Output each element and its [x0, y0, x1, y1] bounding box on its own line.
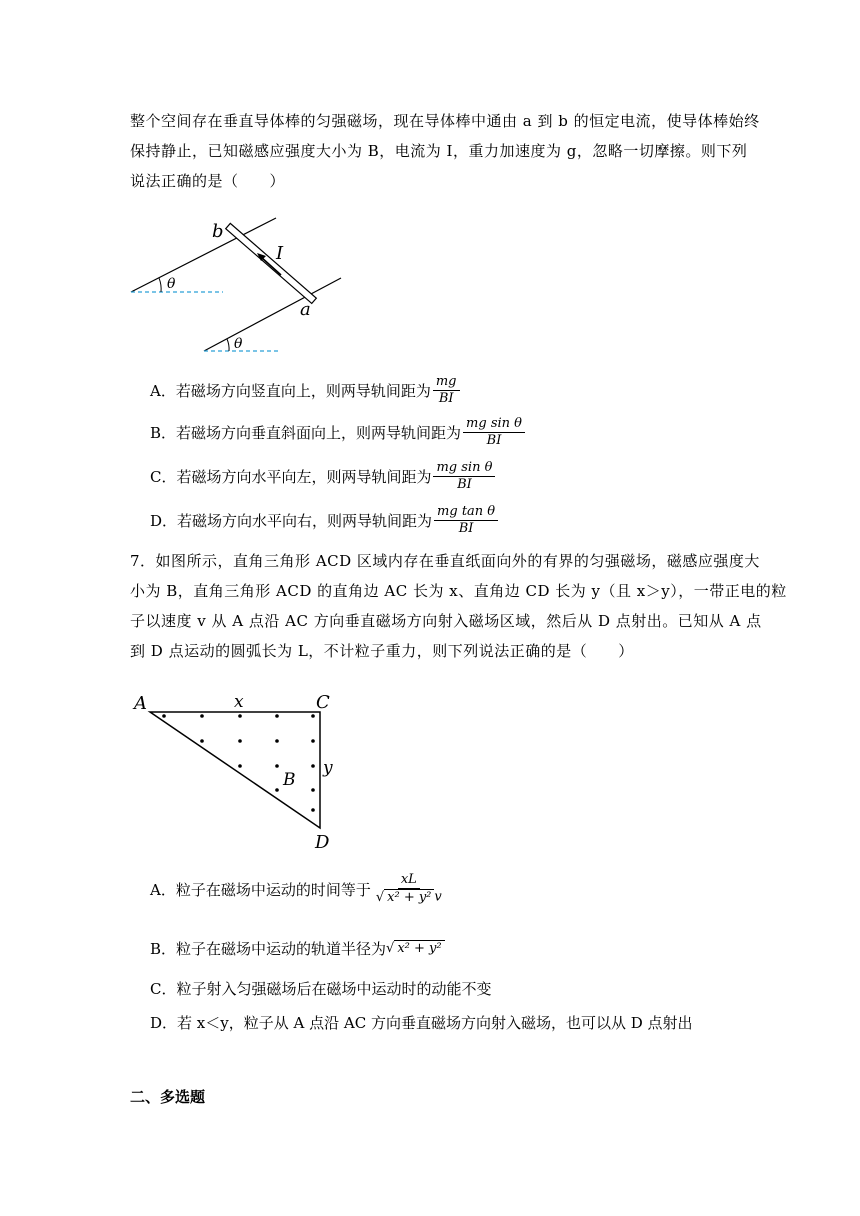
conductor-rod [226, 223, 317, 303]
q7-option-c [150, 978, 491, 999]
label-theta-upper: θ [167, 276, 176, 292]
fraction-numerator: mg sin θ [433, 460, 495, 477]
q6-rail-figure [128, 212, 358, 362]
label-D: D [315, 832, 330, 853]
q7-line-2: 小为 B，直角三角形 ACD 的直角边 AC 长为 x、直角边 CD 长为 y（且 x＞y），一带正电的粒 [130, 582, 787, 600]
section-title: 二、多选题 [130, 1088, 206, 1106]
question-6-stem [130, 106, 760, 196]
q6-option-c-fraction [433, 460, 495, 493]
denominator-tail: v [434, 889, 442, 905]
q7-line-3: 子以速度 v 从 A 点沿 AC 方向垂直磁场方向射入磁场区域，然后从 D 点射出。已知从 A 点 [130, 612, 762, 630]
q7-line-4: 到 D 点运动的圆弧长为 L，不计粒子重力，则下列说法正确的是（ ） [130, 642, 634, 660]
q7-option-a-fraction [373, 872, 445, 906]
q7-option-d-text: D．若 x＜y，粒子从 A 点沿 AC 方向垂直磁场方向射入磁场，也可以从 D 点射出 [150, 1014, 693, 1032]
radicand: x² + y² [394, 940, 444, 957]
fraction-denominator: BI [438, 391, 454, 406]
fraction-denominator: BI [457, 477, 472, 492]
q6-option-c [150, 460, 495, 493]
radical-sign: √ [375, 889, 385, 905]
label-B: B [283, 770, 296, 790]
q7-option-a [150, 872, 445, 906]
q7-option-b [150, 938, 445, 959]
fraction-denominator [373, 889, 445, 906]
radical-sign: √ [386, 941, 395, 956]
label-x: x [234, 692, 244, 712]
q7-option-d [150, 1012, 693, 1033]
q6-option-a-text: A．若磁场方向竖直向上，则两导轨间距为 [150, 382, 431, 400]
radicand: x² + y² [384, 889, 434, 906]
fraction-denominator: BI [458, 521, 474, 536]
upper-rail [131, 218, 276, 292]
q7-triangle-figure [130, 688, 350, 858]
theta-arc-upper [159, 278, 161, 292]
magnetic-field-dots [162, 714, 315, 812]
q7-option-b-text: B．粒子在磁场中运动的轨道半径为 [150, 940, 387, 958]
q6-option-d-text: D．若磁场方向水平向右，则两导轨间距为 [150, 512, 433, 530]
fraction-denominator: BI [486, 433, 502, 448]
q7-line-1: 7．如图所示，直角三角形 ACD 区域内存在垂直纸面向外的有界的匀强磁场，磁感应强度大 [130, 552, 760, 570]
label-theta-lower: θ [234, 336, 243, 352]
label-C: C [316, 692, 330, 713]
q6-line-1: 整个空间存在垂直导体棒的匀强磁场，现在导体棒中通由 a 到 b 的恒定电流，使导体棒始终 [130, 112, 760, 130]
question-7-stem [130, 546, 787, 666]
q6-option-b [150, 416, 525, 449]
label-A: A [134, 693, 147, 714]
lower-rail [204, 278, 341, 351]
theta-arc-lower [227, 339, 229, 351]
sqrt-expression [386, 940, 445, 957]
label-I: I [276, 243, 284, 264]
q7-option-a-text: A．粒子在磁场中运动的时间等于 [150, 880, 371, 899]
q6-option-b-fraction [463, 416, 525, 449]
q6-option-d-fraction [434, 504, 498, 537]
label-b: b [212, 221, 224, 242]
sqrt-expression [376, 889, 435, 906]
fraction-numerator: mg sin θ [463, 416, 525, 433]
fraction-numerator: mg tan θ [434, 504, 498, 521]
q6-option-d [150, 504, 498, 537]
fraction-numerator: mg [433, 374, 460, 391]
q7-option-c-text: C．粒子射入匀强磁场后在磁场中运动时的动能不变 [150, 980, 492, 998]
q6-option-a-fraction [433, 374, 460, 407]
label-y: y [323, 758, 333, 778]
q6-option-a [150, 374, 460, 407]
q6-option-b-text: B．若磁场方向垂直斜面向上，则两导轨间距为 [150, 424, 462, 442]
q6-line-3: 说法正确的是（ ） [130, 172, 286, 190]
q6-option-c-text: C．若磁场方向水平向左，则两导轨间距为 [150, 468, 432, 486]
fraction-numerator: xL [398, 872, 420, 889]
q6-line-2: 保持静止，已知磁感应强度大小为 B，电流为 I，重力加速度为 g，忽略一切摩擦。则下列 [130, 142, 748, 160]
label-a: a [300, 299, 311, 320]
